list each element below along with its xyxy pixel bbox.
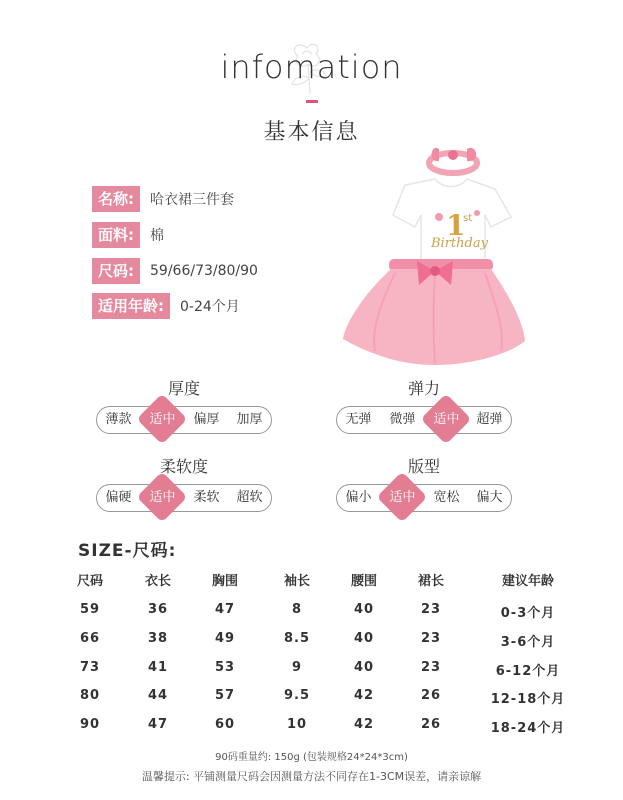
table-cell: 23 (420, 602, 442, 617)
info-label: 名称: (92, 186, 140, 212)
option-loose: 宽松 (433, 490, 460, 505)
table-cell: 26 (420, 688, 442, 703)
table-header: 建议年龄 (501, 574, 554, 589)
info-row-name (92, 186, 234, 212)
info-row-age (92, 293, 240, 319)
table-cell: 0-3个月 (500, 606, 556, 621)
table-cell: 42 (353, 717, 375, 732)
page-title-en: infomation (220, 48, 403, 86)
table-cell: 10 (286, 717, 308, 732)
table-cell: 59 (79, 602, 101, 617)
info-row-size (92, 258, 258, 284)
option-super-stretch: 超弹 (476, 412, 503, 427)
option-slight-stretch: 微弹 (389, 412, 416, 427)
elasticity-selector (336, 406, 512, 434)
attr-title-elasticity: 弹力 (407, 379, 440, 398)
shirt-suffix: st (463, 213, 473, 224)
table-cell: 90 (79, 717, 101, 732)
info-value: 59/66/73/80/90 (150, 263, 258, 279)
table-cell: 8 (291, 602, 303, 617)
softness-selector (96, 484, 272, 512)
option-stiff: 偏硬 (105, 490, 132, 505)
table-cell: 42 (353, 688, 375, 703)
table-header: 胸围 (211, 574, 238, 589)
table-cell: 18-24个月 (490, 721, 566, 736)
info-label: 面料: (92, 222, 140, 248)
table-cell: 49 (214, 631, 236, 646)
table-cell: 40 (353, 660, 375, 675)
fit-selector (336, 484, 512, 512)
table-cell: 66 (79, 631, 101, 646)
table-cell: 60 (214, 717, 236, 732)
table-header: 尺码 (76, 574, 103, 589)
option-medium-selected: 适中 (149, 412, 176, 427)
table-cell: 12-18个月 (490, 692, 566, 707)
attr-title-thickness: 厚度 (167, 379, 200, 398)
option-large: 偏大 (476, 490, 503, 505)
table-header: 腰围 (350, 574, 377, 589)
table-header: 裙长 (417, 574, 444, 589)
option-medium-selected: 适中 (149, 490, 176, 505)
option-thin: 薄款 (105, 412, 132, 427)
option-no-stretch: 无弹 (345, 412, 372, 427)
info-label: 适用年龄: (92, 293, 170, 319)
measurement-tip: 温馨提示: 平铺测量尺码会因测量方法不同存在1-3CM误差，请亲谅解 (141, 770, 482, 783)
table-cell: 40 (353, 602, 375, 617)
table-cell: 80 (79, 688, 101, 703)
table-cell: 53 (214, 660, 236, 675)
option-small: 偏小 (345, 490, 372, 505)
table-cell: 36 (147, 602, 169, 617)
table-cell: 8.5 (283, 631, 311, 646)
table-cell: 41 (147, 660, 169, 675)
shirt-text: Birthday (431, 236, 488, 251)
table-cell: 47 (147, 717, 169, 732)
table-cell: 40 (353, 631, 375, 646)
table-cell: 57 (214, 688, 236, 703)
info-value: 棉 (150, 228, 164, 244)
table-cell: 44 (147, 688, 169, 703)
table-cell: 73 (79, 660, 101, 675)
table-cell: 9 (291, 660, 303, 675)
page-title-cn: 基本信息 (263, 120, 360, 145)
size-table-title: SIZE-尺码: (78, 541, 177, 561)
option-medium-selected: 适中 (389, 490, 416, 505)
table-cell: 6-12个月 (495, 664, 561, 679)
option-medium-selected: 适中 (433, 412, 460, 427)
table-cell: 9.5 (283, 688, 311, 703)
table-cell: 38 (147, 631, 169, 646)
table-cell: 47 (214, 602, 236, 617)
info-label: 尺码: (92, 258, 140, 284)
table-cell: 23 (420, 660, 442, 675)
option-super-soft: 超软 (236, 490, 263, 505)
shirt-number: 1 (446, 209, 466, 242)
option-thick: 偏厚 (193, 412, 220, 427)
table-header: 衣长 (144, 574, 171, 589)
info-value: 哈衣裙三件套 (150, 192, 234, 208)
title-divider (306, 100, 318, 103)
table-cell: 3-6个月 (500, 635, 556, 650)
table-cell: 26 (420, 717, 442, 732)
table-header: 袖长 (283, 574, 310, 589)
attr-title-fit: 版型 (407, 457, 440, 476)
table-cell: 23 (420, 631, 442, 646)
attr-title-softness: 柔软度 (159, 457, 208, 476)
option-soft: 柔软 (193, 490, 220, 505)
thickness-selector (96, 406, 272, 434)
info-value: 0-24个月 (180, 299, 240, 315)
option-extra-thick: 加厚 (236, 412, 263, 427)
info-row-fabric (92, 222, 164, 248)
weight-note: 90码重量约: 150g (包装规格24*24*3cm) (215, 752, 408, 763)
baby-dress-set-image (335, 143, 530, 373)
